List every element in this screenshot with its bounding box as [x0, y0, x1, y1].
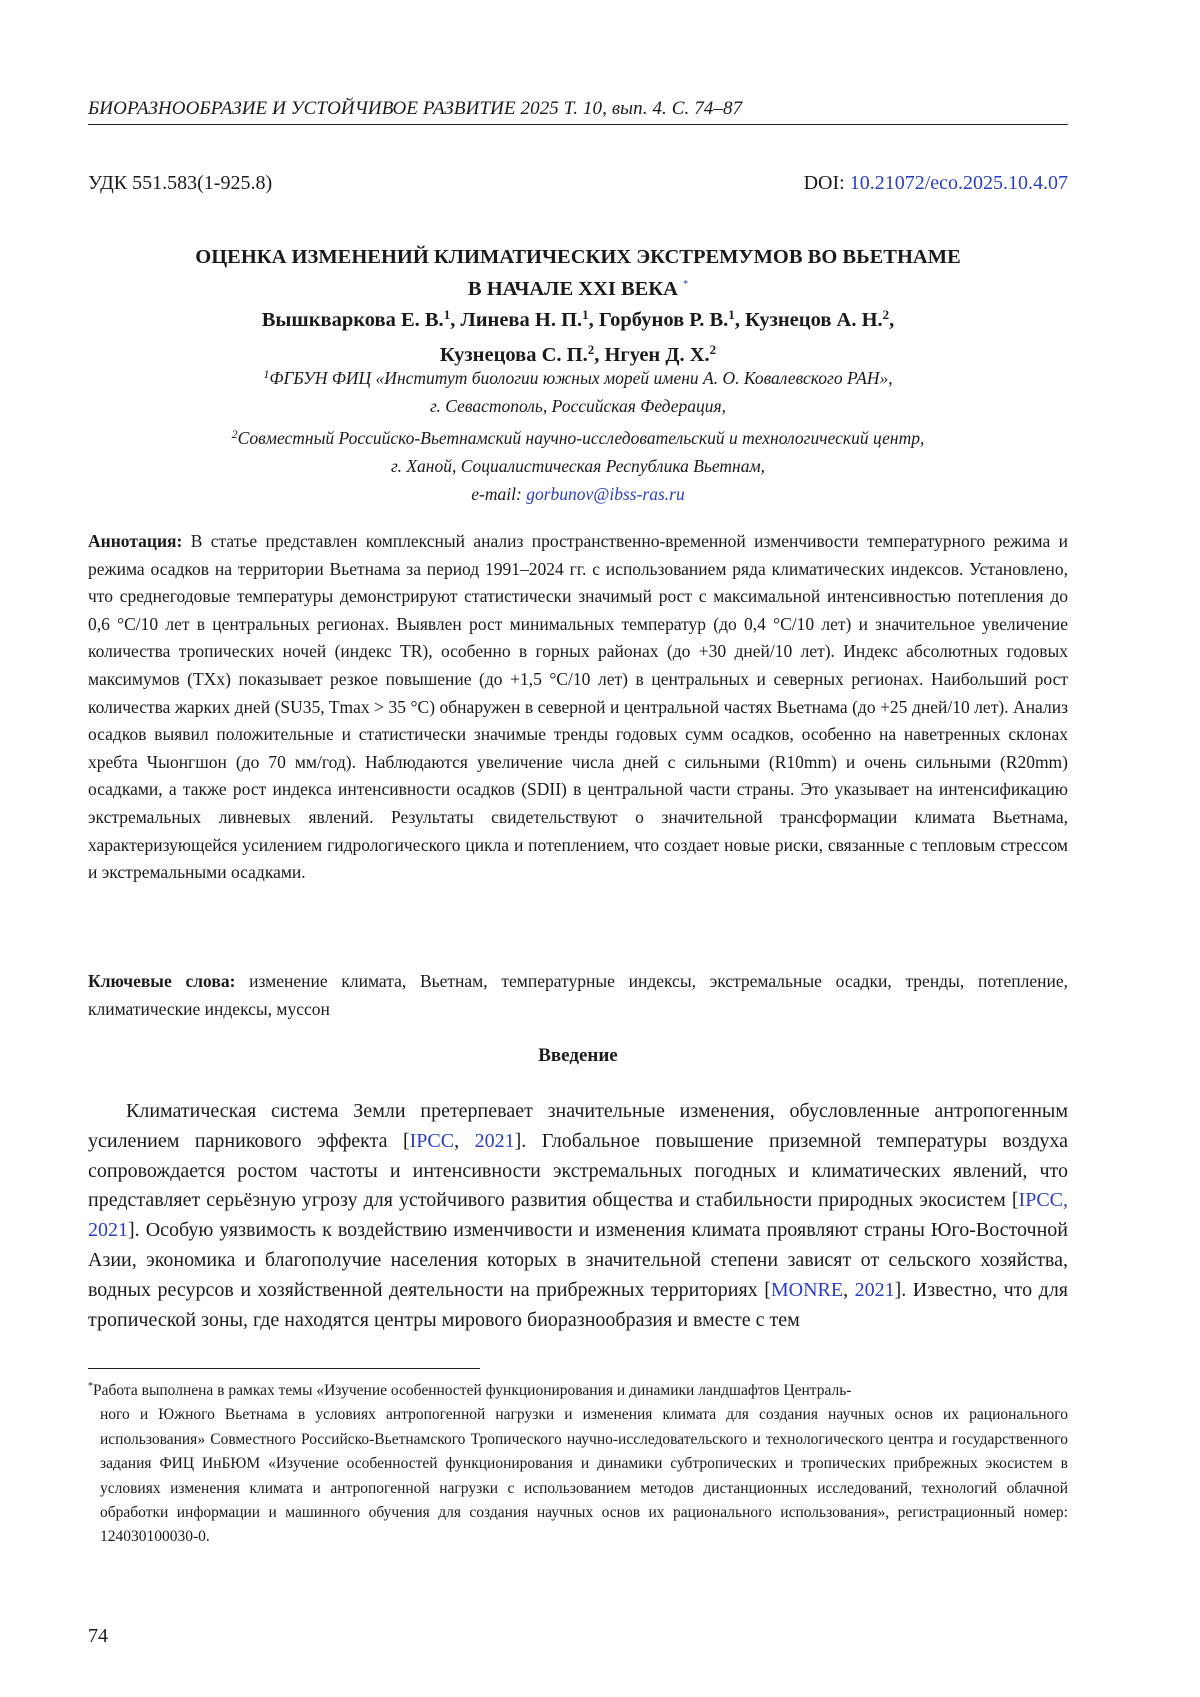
citation-separator: ,: [454, 1129, 475, 1152]
citation-ipcc-year[interactable]: 2021: [474, 1129, 515, 1152]
journal-header: БИОРАЗНООБРАЗИЕ И УСТОЙЧИВОЕ РАЗВИТИЕ 2025 Т. 10, вып. 4. С. 74–87: [88, 98, 743, 119]
intro-text: Климатическая система Земли претерпевает значительные изменения, обусловленные антропогенным усилением парникового эффекта [: [88, 1100, 1068, 1152]
article-title: [88, 244, 1068, 303]
affiliation-2-line-1: [88, 420, 1068, 452]
doi: [804, 172, 1068, 195]
footnote-text: Работа выполнена в рамках темы «Изучение особенностей функционирования и динамики ландшафтов Централь-: [93, 1382, 852, 1399]
author-name: Кузнецова С. П.: [439, 344, 588, 366]
funding-footnote: [88, 1375, 1068, 1550]
author-affiliation-mark: 2: [587, 342, 595, 357]
keywords: [88, 968, 1068, 1023]
affiliation-number: 1: [263, 367, 270, 381]
udc-code: УДК 551.583(1-925.8): [88, 172, 273, 194]
citation-ipcc[interactable]: IPCC, 2021: [88, 1189, 1068, 1242]
intro-text: ]. Известно, что для тропической зоны, где находятся центры мирового биоразнообразия и вместе с тем: [88, 1278, 1068, 1331]
keywords-text: изменение климата, Вьетнам, температурные индексы, экстремальные осадки, тренды, потепление, климатические индексы, муссон: [88, 971, 1068, 1019]
footnote-first-line: [88, 1375, 1068, 1403]
affiliations: [88, 360, 1068, 508]
abstract-text: В статье представлен комплексный анализ пространственно-временной изменчивости температурного режима и режима осадков на территории Вьетнама за период 1991–2024 гг. с использованием ряда климатических индексов. Установлено, что среднегодовые температуры демонстрируют статистически значимый рост с максимальной интенсивностью потепления до 0,6 °C/10 лет в центральных регионах. Выявлен рост минимальных температур (до 0,4 °C/10 лет) и значительное увеличение количества тропических ночей (индекс TR), особенно в горных районах (до +30 дней/10 лет). Индекс абсолютных годовых максимумов (TXx) показывает резкое повышение (до +1,5 °C/10 лет) в центральных и северных регионах. Наибольший рост количества жарких дней (SU35, Tmax > 35 °C) обнаружен в северной и центральной частях Вьетнама (до +25 дней/10 лет). Анализ осадков выявил положительные и статистически значимые тренды годовых сумм осадков, особенно на наветренных склонах хребта Чыонгшон (до 70 мм/год). Наблюдаются увеличение числа дней с сильными (R10mm) и очень сильными (R20mm) осадками, а также рост индекса интенсивности осадков (SDII) в центральной части страны. Это указывает на интенсификацию экстремальных ливневых явлений. Результаты свидетельствуют о значительной трансформации климата Вьетнама, характеризующейся усилением гидрологического цикла и потеплением, что создает новые риски, связанные с тепловым стрессом и экстремальными осадками.: [88, 531, 1068, 883]
intro-text: ]. Особую уязвимость к воздействию изменчивости и изменения климата проявляют страны Юго-Восточной Азии, экономика и благополучие населения которых в значительной степени зависят от сельского хозяйства, водных ресурсов и хозяйственной деятельности на прибрежных территориях [: [88, 1219, 1068, 1301]
citation-monre-name[interactable]: MONRE: [770, 1278, 844, 1301]
abstract-label: Аннотация:: [88, 531, 183, 551]
author-affiliation-mark: 2: [709, 342, 717, 357]
author-name: Вышкваркова Е. В.: [261, 309, 444, 331]
citation-separator: ,: [843, 1278, 855, 1301]
citation-monre-year[interactable]: 2021: [854, 1278, 895, 1301]
author-name: Кузнецов А. Н.: [745, 309, 883, 331]
author-affiliation-mark: 1: [582, 307, 589, 322]
abstract: [88, 528, 1068, 887]
affiliation-1-line-2: г. Севастополь, Российская Федерация,: [429, 396, 727, 416]
author-affiliation-mark: 2: [882, 307, 890, 322]
title-line-2: [88, 271, 1068, 303]
author-name: Линева Н. П.: [460, 309, 583, 331]
footnote-divider: [88, 1368, 480, 1369]
keywords-label: Ключевые слова:: [88, 971, 236, 991]
section-heading-introduction: Введение: [538, 1045, 618, 1066]
title-footnote-mark[interactable]: *: [683, 279, 689, 290]
doi-label: DOI:: [803, 172, 850, 194]
author-line-2: Кузнецова С. П.$^2$, Нгуен Д. Х.$^2$: [439, 342, 717, 366]
title-line-2-text: В НАЧАЛЕ XXI ВЕКА: [467, 278, 678, 300]
author-name: Горбунов Р. В.: [598, 309, 729, 331]
author-affiliation-mark: 1: [443, 307, 451, 322]
email-label: e-mail:: [471, 484, 527, 504]
affiliation-text: Совместный Российско-Вьетнамский научно-исследовательский и технологический центр,: [237, 428, 925, 448]
footnote-body: ного и Южного Вьетнама в условиях антропогенной нагрузки и изменения климата для создания научных основ их рационального использования» Совместного Российско-Вьетнамского Тропического научно-исследовательского и технологического центра и государственного задания ФИЦ ИнБЮМ «Изучение особенностей функционирования и динамики субтропических и тропических прибрежных экосистем в условиях изменения климата и антропогенной нагрузки с использованием методов дистанционных исследований, технологий облачной обработки информации и машинного обучения для создания научных основ их рационального использования», регистрационный номер: 124030100030-0.: [100, 1406, 1068, 1546]
affiliation-text: ФГБУН ФИЦ «Институт биологии южных морей имени А. О. Ковалевского РАН»,: [269, 368, 893, 388]
doi-link[interactable]: 10.21072/eco.2025.10.4.07: [849, 172, 1068, 194]
header-divider: [88, 124, 1068, 125]
footnote-mark: *: [88, 1381, 93, 1392]
citation-ipcc-name[interactable]: IPCC: [409, 1129, 455, 1152]
affiliation-1-line-1: [88, 360, 1068, 392]
email-link[interactable]: gorbunov@ibss-ras.ru: [526, 484, 685, 504]
intro-text: ]. Глобальное повышение приземной температуры воздуха сопровождается ростом частоты и интенсивности экстремальных погодных и климатических явлений, что представляет серьёзную угрозу для устойчивого развития общества и стабильности природных экосистем [: [88, 1129, 1068, 1212]
affiliation-2-line-2: г. Ханой, Социалистическая Республика Вьетнам,: [390, 456, 765, 476]
author-line-1: Вышкваркова Е. В.$^1$, Линева Н. П.$^1$, Горбунов Р. В.$^1$, Кузнецов А. Н.$^2$,: [261, 307, 895, 331]
author-name: Нгуен Д. Х.: [604, 344, 710, 366]
introduction-paragraph: [88, 1097, 1068, 1335]
article-page: [88, 0, 1068, 1697]
contact-email: [88, 480, 1068, 508]
page-number: 74: [88, 1625, 108, 1647]
affiliation-number: 2: [231, 427, 238, 441]
author-affiliation-mark: 1: [728, 307, 735, 322]
title-line-1: ОЦЕНКА ИЗМЕНЕНИЙ КЛИМАТИЧЕСКИХ ЭКСТРЕМУМОВ ВО ВЬЕТНАМЕ: [195, 246, 961, 268]
